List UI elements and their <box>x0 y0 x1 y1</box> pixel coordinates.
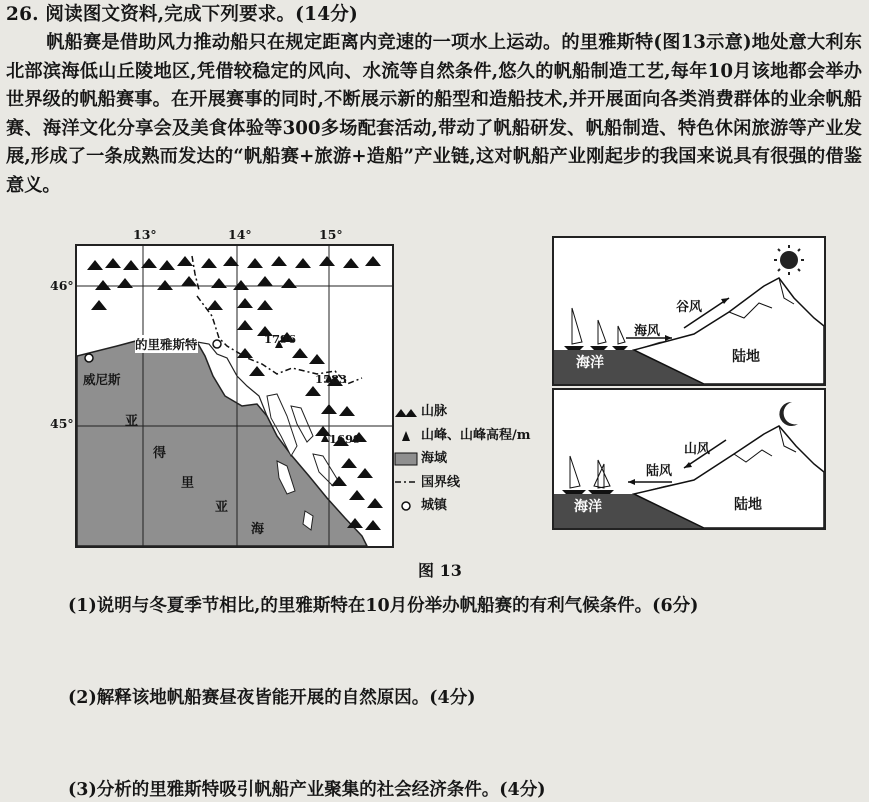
sun-icon <box>774 245 804 275</box>
sea-char-1: 亚 <box>125 414 139 429</box>
trieste-city-marker <box>213 340 221 348</box>
legend-sea: 海域 <box>421 451 448 466</box>
longitude-15: 15° <box>319 227 343 242</box>
peak-legend-icon <box>393 427 419 443</box>
sea-char-2: 得 <box>153 446 167 461</box>
peak-1583-label: 1583 <box>315 372 348 386</box>
moon-icon <box>779 402 798 426</box>
border-legend-icon <box>393 474 419 490</box>
question-title: 26. 阅读图文资料,完成下列要求。(14分) <box>6 4 358 25</box>
day-land-label: 陆地 <box>732 349 760 365</box>
night-wind-diagram <box>552 388 826 530</box>
sea-breeze-label: 海风 <box>634 324 661 339</box>
land-breeze-label: 陆风 <box>646 464 673 479</box>
peak-1699-label: 1699 <box>329 432 362 446</box>
peak-1796-label: 1796 <box>264 332 297 346</box>
latitude-45: 45° <box>50 416 74 431</box>
sea-char-3: 里 <box>181 476 195 491</box>
legend-peak: 山峰、山峰高程/m <box>421 427 531 443</box>
night-sea-label: 海洋 <box>574 499 602 515</box>
longitude-14: 14° <box>228 227 252 242</box>
night-land-label: 陆地 <box>734 497 762 513</box>
map-svg <box>77 246 392 546</box>
legend-town: 城镇 <box>421 498 448 513</box>
mountain-legend-icon <box>393 404 419 420</box>
legend-mountain: 山脉 <box>421 404 448 419</box>
day-sea-label: 海洋 <box>576 355 604 371</box>
longitude-13: 13° <box>133 227 157 242</box>
day-wind-diagram <box>552 236 826 386</box>
town-legend-icon <box>393 498 419 514</box>
trieste-map <box>75 244 394 548</box>
venice-label: 威尼斯 <box>83 372 121 387</box>
sub-question-2: (2)解释该地帆船赛昼夜皆能开展的自然原因。(4分) <box>68 688 476 708</box>
mountain-breeze-label: 山风 <box>684 442 711 457</box>
sea-char-5: 海 <box>251 522 265 537</box>
sea-char-4: 亚 <box>215 500 229 515</box>
latitude-46: 46° <box>50 278 74 293</box>
venice-city-marker <box>85 354 93 362</box>
day-sailboats <box>564 308 628 350</box>
sub-question-3: (3)分析的里雅斯特吸引帆船产业聚集的社会经济条件。(4分) <box>68 780 546 800</box>
question-paragraph <box>6 29 862 201</box>
paragraph-text: 帆船赛是借助风力推动船只在规定距离内竞速的一项水上运动。的里雅斯特(图13示意)地处意大利东北部滨海低山丘陵地区,凭借较稳定的风向、水流等自然条件,悠久的帆船制造工艺,每年10月该地都会举办世界级的帆船赛事。在开展赛事的同时,不断展示新的船型和造船技术,并开展面向各类消费群体的业余帆船赛、海洋文化分享会及美食体验等300多场配套活动,带动了帆船研发、帆船制造、特色休闲旅游等产业发展,形成了一条成熟而发达的“帆船赛+旅游+造船”产业链,这对帆船产业刚起步的我国来说具有很强的借鉴意义。 <box>6 32 862 196</box>
night-sailboats <box>562 456 614 494</box>
sub-question-1: (1)说明与冬夏季节相比,的里雅斯特在10月份举办帆船赛的有利气候条件。(6分) <box>68 596 699 616</box>
trieste-label: 的里雅斯特 <box>135 337 198 352</box>
map-legend <box>393 400 531 518</box>
sea-legend-icon <box>393 451 419 467</box>
legend-border: 国界线 <box>421 474 461 490</box>
figure-caption: 图 13 <box>418 561 462 580</box>
valley-breeze-label: 谷风 <box>676 300 703 315</box>
